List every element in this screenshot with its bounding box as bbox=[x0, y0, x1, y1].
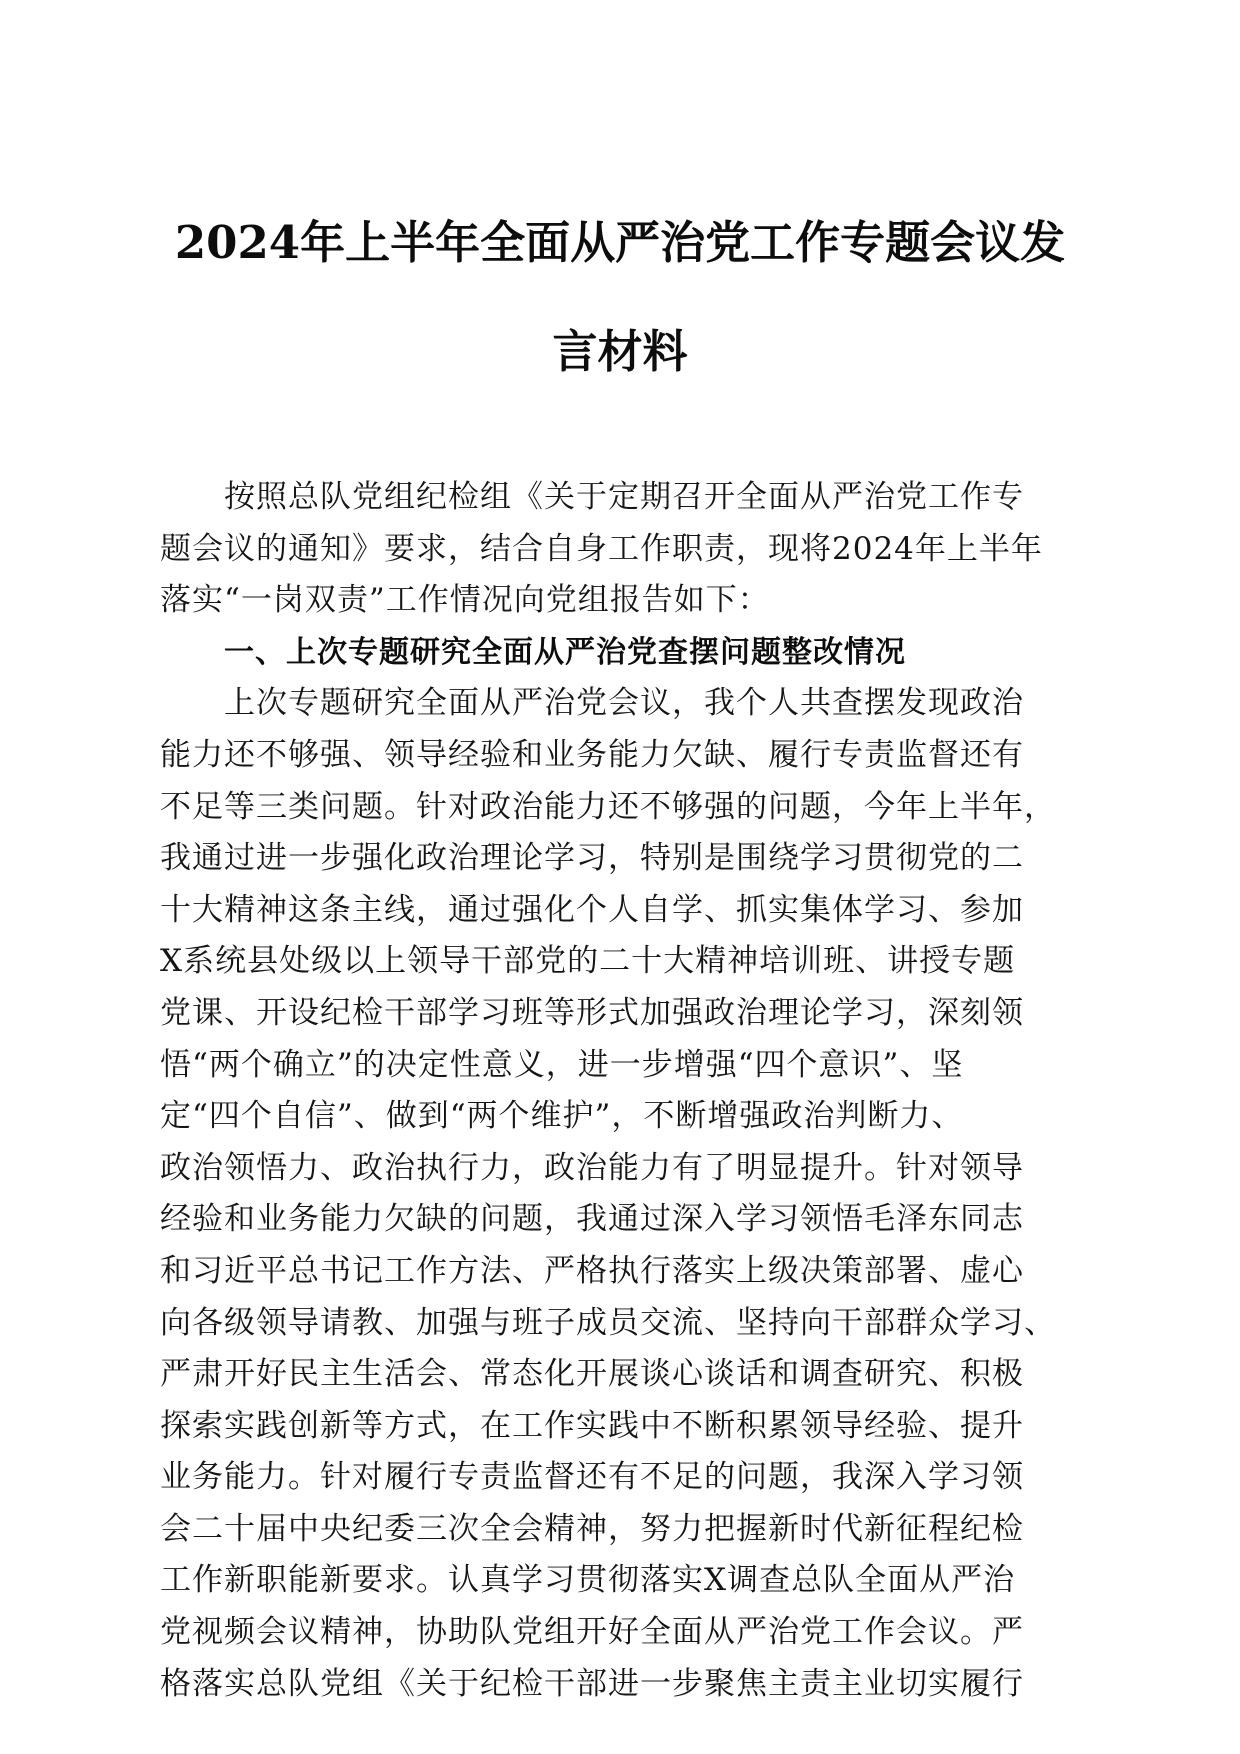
paragraph-line: 悟“两个确立”的决定性意义，进一步增强“四个意识”、坚 bbox=[160, 1046, 964, 1083]
paragraph-line: 十大精神这条主线，通过强化个人自学、抓实集体学习、参加 bbox=[160, 891, 1024, 928]
paragraph-line: X系统县处级以上领导干部党的二十大精神培训班、讲授专题 bbox=[160, 943, 1016, 980]
title-line: 2024年上半年全面从严治党工作专题会议发 bbox=[174, 216, 1066, 269]
paragraph-line: 上次专题研究全面从严治党会议，我个人共查摆发现政治 bbox=[224, 685, 1024, 722]
paragraph-line: 能力还不够强、领导经验和业务能力欠缺、履行专责监督还有 bbox=[160, 736, 1024, 773]
paragraph-line: 党课、开设纪检干部学习班等形式加强政治理论学习，深刻领 bbox=[160, 994, 1024, 1031]
paragraph-line: 向各级领导请教、加强与班子成员交流、坚持向干部群众学习、 bbox=[160, 1304, 1056, 1341]
paragraph-line: 严肃开好民主生活会、常态化开展谈心谈话和调查研究、积极 bbox=[160, 1356, 1024, 1393]
paragraph-line: 党视频会议精神，协助队党组开好全面从严治党工作会议。严 bbox=[160, 1614, 1024, 1651]
paragraph-line: 不足等三类问题。针对政治能力还不够强的问题，今年上半年， bbox=[160, 788, 1056, 825]
paragraph-line: 探索实践创新等方式，在工作实践中不断积累领导经验、提升 bbox=[160, 1407, 1024, 1444]
paragraph-line: 经验和业务能力欠缺的问题，我通过深入学习领悟毛泽东同志 bbox=[160, 1201, 1024, 1238]
paragraph-line: 按照总队党组纪检组《关于定期召开全面从严治党工作专 bbox=[224, 479, 1024, 515]
paragraph-line: 落实“一岗双责”工作情况向党组报告如下： bbox=[160, 582, 770, 619]
paragraph-line: 题会议的通知》要求，结合自身工作职责，现将2024年上半年 bbox=[160, 530, 1043, 567]
section-paragraph bbox=[160, 678, 1100, 1710]
paragraph-line: 格落实总队党组《关于纪检干部进一步聚焦主责主业切实履行 bbox=[160, 1665, 1024, 1702]
document-body bbox=[160, 472, 1100, 1710]
paragraph-line: 我通过进一步强化政治理论学习，特别是围绕学习贯彻党的二 bbox=[160, 840, 1024, 877]
paragraph-line: 定“四个自信”、做到“两个维护”，不断增强政治判断力、 bbox=[160, 1098, 964, 1135]
paragraph-line: 工作新职能新要求。认真学习贯彻落实X调查总队全面从严治 bbox=[160, 1562, 1016, 1599]
document-title bbox=[150, 216, 1090, 378]
intro-paragraph bbox=[160, 472, 1100, 627]
section-heading: 一、上次专题研究全面从严治党查摆问题整改情况 bbox=[224, 634, 906, 670]
title-line: 言材料 bbox=[552, 325, 688, 378]
paragraph-line: 和习近平总书记工作方法、严格执行落实上级决策部署、虚心 bbox=[160, 1252, 1024, 1289]
paragraph-line: 政治领悟力、政治执行力，政治能力有了明显提升。针对领导 bbox=[160, 1149, 1024, 1186]
paragraph-line: 业务能力。针对履行专责监督还有不足的问题，我深入学习领 bbox=[160, 1459, 1024, 1496]
paragraph-line: 会二十届中央纪委三次全会精神，努力把握新时代新征程纪检 bbox=[160, 1510, 1024, 1547]
